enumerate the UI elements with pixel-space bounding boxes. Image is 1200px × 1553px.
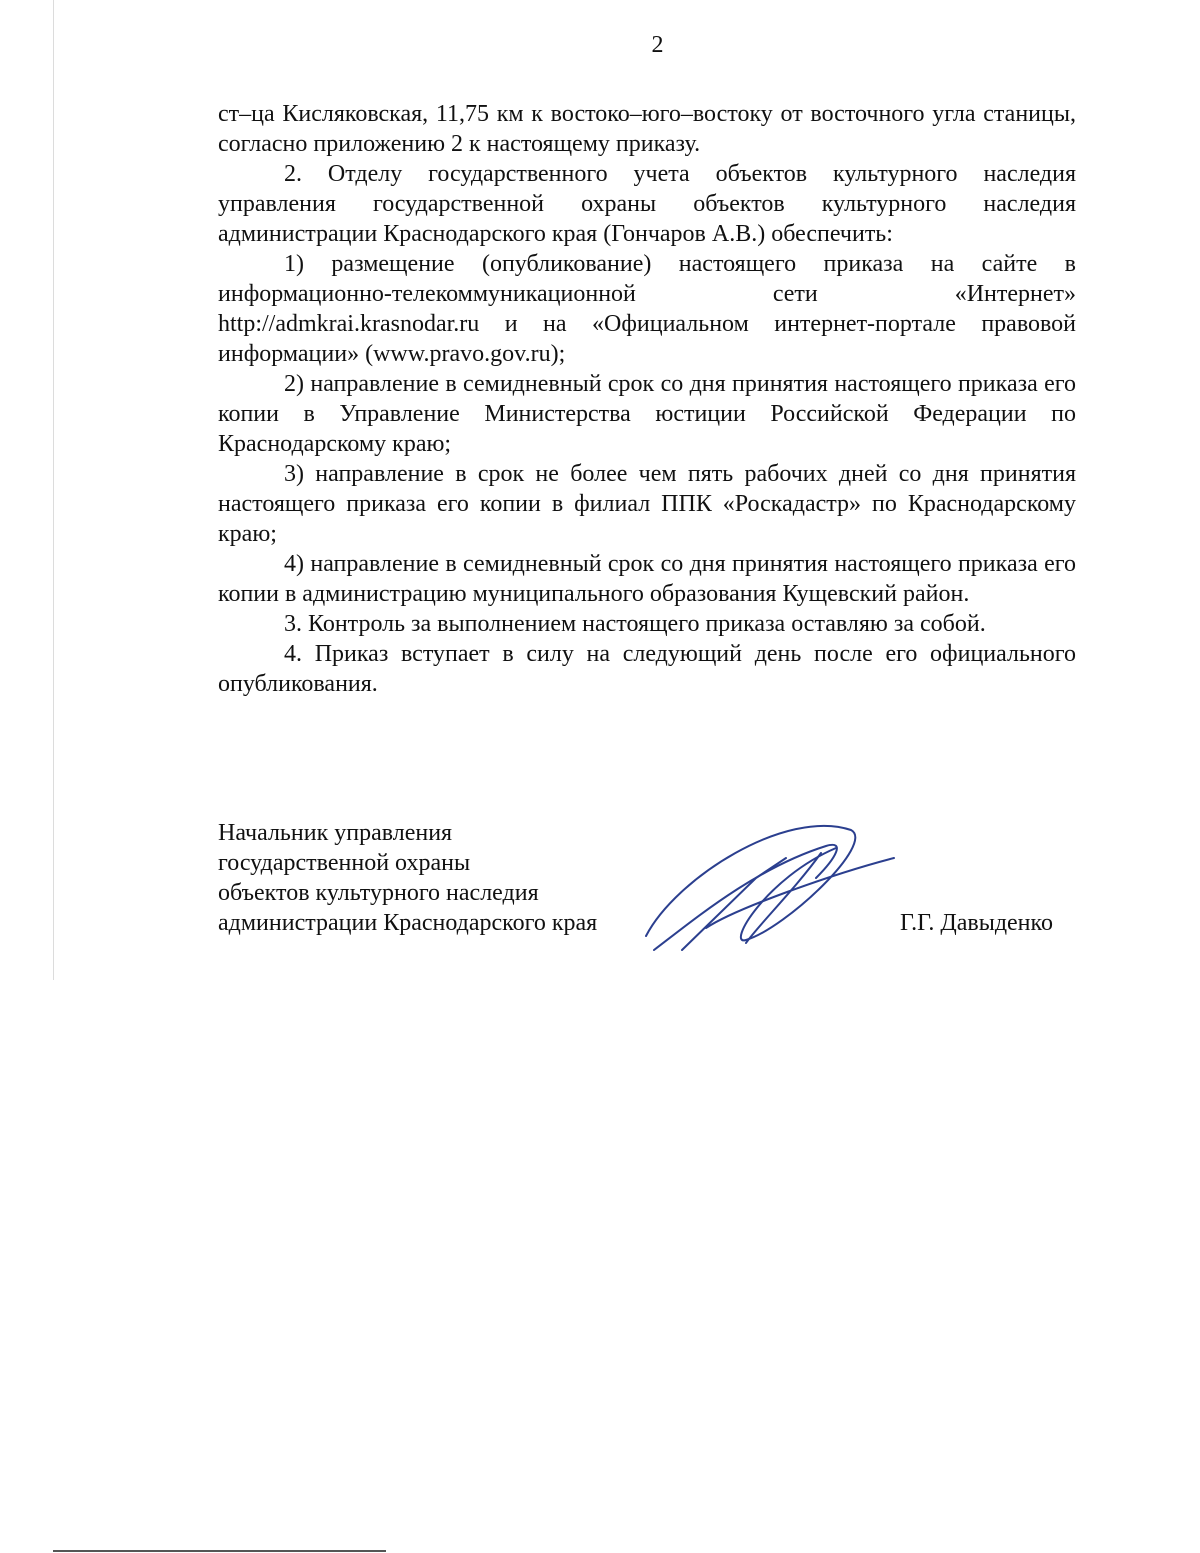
signatory-title [218, 818, 597, 938]
footer-rule [53, 1550, 386, 1552]
signatory-title-line: администрации Краснодарского края [218, 910, 598, 936]
paragraph-location: ст–ца Кисляковская, 11,75 км к востоко–юго–востоку от восточного угла станицы, согласно приложению 2 к настоящему приказу. [218, 101, 1076, 157]
paragraph-subitem-2: 2) направление в семидневный срок со дня принятия настоящего приказа его копии в Управление Министерства юстиции Российской Федерации по Краснодарскому краю; [218, 371, 1076, 457]
paragraph-item-4: 4. Приказ вступает в силу на следующий день после его официального опубликования. [218, 641, 1076, 697]
paragraph-subitem-3: 3) направление в срок не более чем пять рабочих дней со дня принятия настоящего приказа его копии в филиал ППК «Роскадастр» по Краснодарскому краю; [218, 461, 1076, 547]
page-number: 2 [651, 32, 664, 58]
handwritten-signature [636, 818, 906, 968]
signatory-title-line: Начальник управления [218, 820, 453, 846]
paragraph-item-2: 2. Отделу государственного учета объектов культурного наследия управления государственной охраны объектов культурного наследия администрации Краснодарского края (Гончаров А.В.) обеспечить: [218, 161, 1076, 247]
signatory-title-line: государственной охраны [218, 850, 471, 876]
signatory-title-line: объектов культурного наследия [218, 880, 539, 906]
paragraph-subitem-4: 4) направление в семидневный срок со дня принятия настоящего приказа его копии в администрацию муниципального образования Кущевский район. [218, 551, 1076, 607]
paragraph-subitem-1: 1) размещение (опубликование) настоящего приказа на сайте в информационно-телекоммуникационной сети «Интернет» http://admkrai.krasnodar.ru и на «Официальном интернет-портале правовой информации» (www.pravo.gov.ru); [218, 251, 1076, 367]
document-body [218, 99, 1076, 699]
scan-margin-line [53, 0, 54, 980]
signatory-name: Г.Г. Давыденко [900, 910, 1053, 936]
paragraph-item-3: 3. Контроль за выполнением настоящего приказа оставляю за собой. [284, 611, 986, 637]
